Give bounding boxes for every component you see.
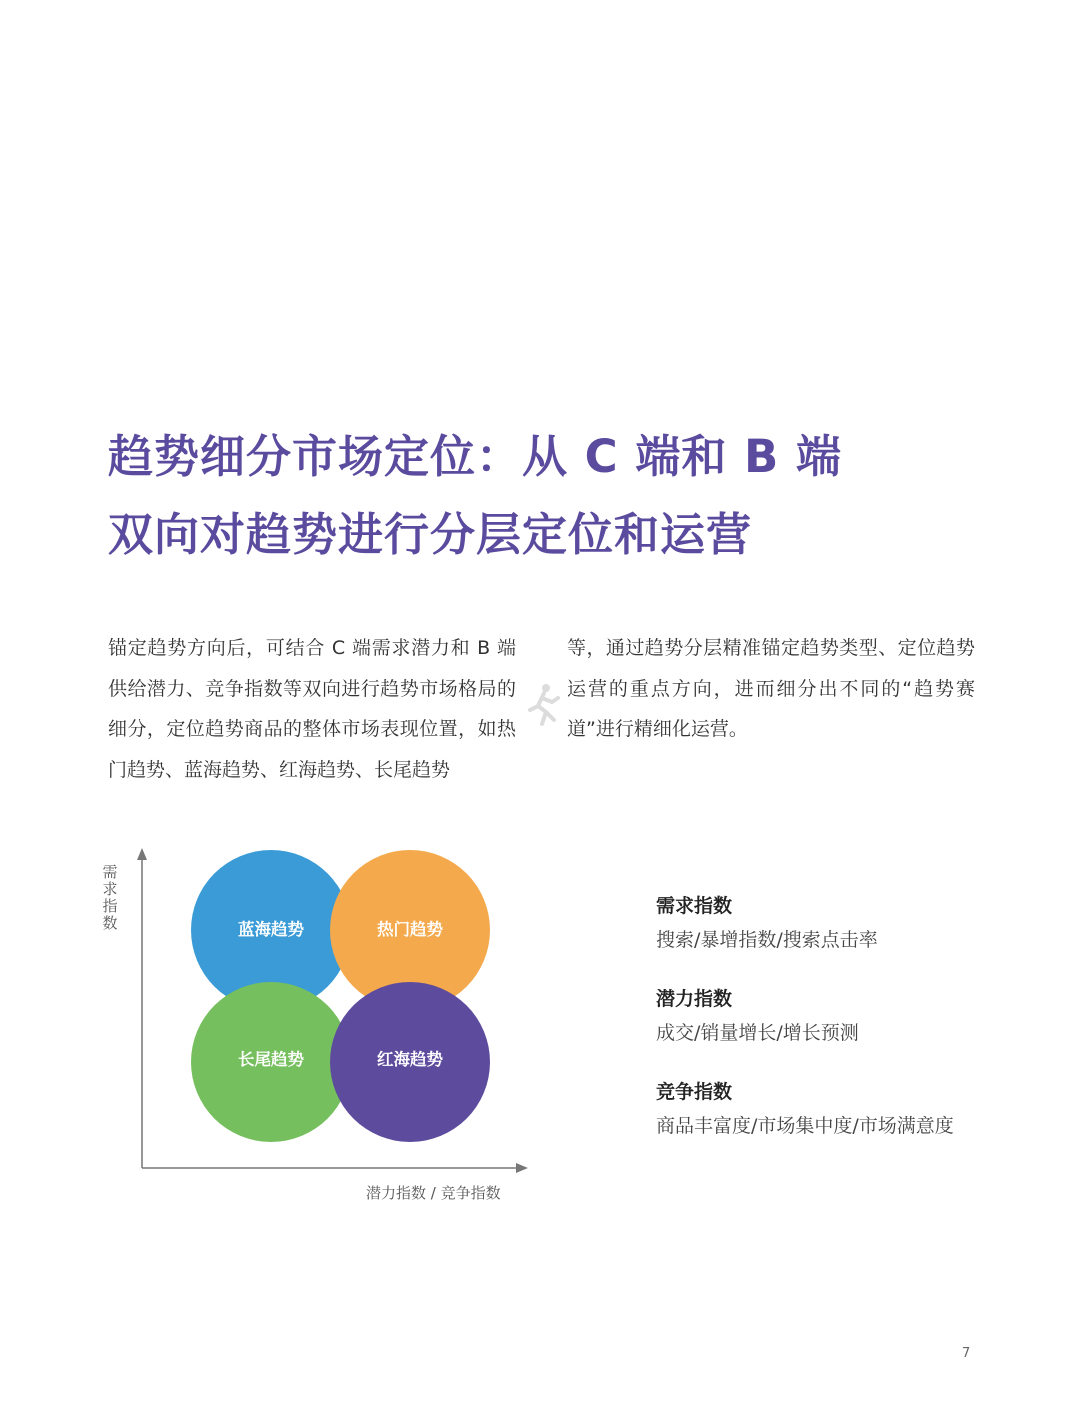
x-axis-label: 潜力指数 / 竞争指数	[366, 1184, 501, 1202]
y-axis-label	[100, 864, 120, 932]
diagram-graphics	[100, 840, 540, 1220]
index-legend	[656, 890, 996, 1169]
runner-watermark-icon	[520, 680, 566, 730]
page-title-line2: 双向对趋势进行分层定位和运营	[108, 508, 753, 561]
legend-title: 需求指数	[656, 895, 733, 917]
page-title-line1: 趋势细分市场定位：从 C 端和 B 端	[108, 430, 842, 483]
x-axis-arrow-icon	[516, 1163, 528, 1173]
y-axis-label-char: 数	[102, 914, 118, 932]
y-axis-label-char: 指	[102, 897, 118, 915]
legend-item-competition	[656, 1076, 996, 1144]
y-axis-label-char: 需	[102, 863, 118, 881]
legend-desc: 成交/销量增长/增长预测	[656, 1022, 859, 1044]
body-text-right: 等，通过趋势分层精准锚定趋势类型、定位趋势运营的重点方向，进而细分出不同的“趋势赛道”进行精细化运营。	[567, 637, 975, 740]
legend-title: 潜力指数	[656, 988, 733, 1010]
legend-title: 竞争指数	[656, 1081, 733, 1103]
page-number: 7	[962, 1346, 971, 1361]
legend-desc: 商品丰富度/市场集中度/市场满意度	[656, 1115, 954, 1137]
legend-item-demand	[656, 890, 996, 958]
label-long-tail: 长尾趋势	[238, 1050, 304, 1069]
label-blue-ocean: 蓝海趋势	[238, 920, 304, 939]
y-axis-label-char: 求	[102, 880, 118, 898]
trend-quadrant-diagram	[100, 840, 540, 1220]
body-text-left: 锚定趋势方向后，可结合 C 端需求潜力和 B 端供给潜力、竞争指数等双向进行趋势市场格局的细分，定位趋势商品的整体市场表现位置，如热门趋势、蓝海趋势、红海趋势、长尾趋势	[108, 637, 516, 781]
label-hot: 热门趋势	[377, 920, 443, 939]
legend-desc: 搜索/暴增指数/搜索点击率	[656, 929, 878, 951]
label-red-ocean: 红海趋势	[377, 1050, 443, 1069]
legend-item-potential	[656, 983, 996, 1051]
page-title	[108, 418, 988, 574]
y-axis-arrow-icon	[137, 848, 147, 860]
